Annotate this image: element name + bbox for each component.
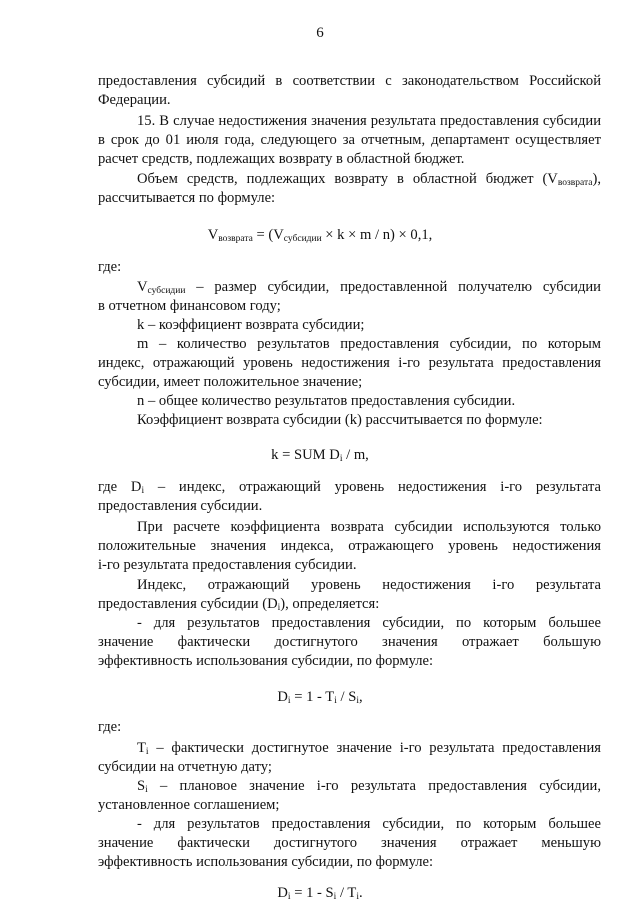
paragraph-line: Индекс, отражающий уровень недостижения i-го результата xyxy=(137,577,601,593)
paragraph-line: Объем средств, подлежащих возврату в областной бюджет $(V_{возврата})$, xyxy=(137,171,601,188)
paragraph-line: Коэффициент возврата субсидии (k) рассчитывается по формуле: xyxy=(137,412,543,428)
paragraph-line: значение фактически достигнутого значения отражает большую xyxy=(98,634,601,650)
definition-line: $T_i$ – фактически достигнутое значение i-го результата предоставления xyxy=(137,740,601,757)
paragraph-line: расчет средств, подлежащих возврату в областной бюджет. xyxy=(98,151,465,167)
definition-line: индекс, отражающий уровень недостижения i-го результата предоставления xyxy=(98,355,601,371)
paragraph-line: 15. В случае недостижения значения результата предоставления субсидии xyxy=(137,113,601,129)
paragraph-line: - для результатов предоставления субсидии, по которым большее xyxy=(137,816,601,832)
paragraph-line: Федерации. xyxy=(98,92,171,108)
paragraph-line: предоставления субсидии. xyxy=(98,498,263,514)
definition-line: субсидии, имеет положительное значение; xyxy=(98,374,363,390)
definition-line: в отчетном финансовом году; xyxy=(98,298,281,314)
where-label: где: xyxy=(98,719,122,735)
definition-line: $S_i$ – плановое значение i-го результата предоставления субсидии, xyxy=(137,778,601,795)
definition-line: $V_{субсидии}$ – размер субсидии, предоставленной получателю субсидии xyxy=(137,279,601,296)
paragraph-line: положительные значения индекса, отражающего уровень недостижения xyxy=(98,538,601,554)
definition-line: k – коэффициент возврата субсидии; xyxy=(137,317,365,333)
definition-line: установленное соглашением; xyxy=(98,797,280,813)
paragraph-line: рассчитывается по формуле: xyxy=(98,190,276,206)
paragraph-line: где $D_i$ – индекс, отражающий уровень недостижения i-го результата xyxy=(98,479,601,496)
page-number: 6 xyxy=(316,25,324,41)
formula-index-larger: $D_i = 1 - T_i / S_i$, xyxy=(277,689,363,706)
where-label: где: xyxy=(98,259,122,275)
definition-line: n – общее количество результатов предоставления субсидии. xyxy=(137,393,516,409)
paragraph-line: значение фактически достигнутого значения отражает меньшую xyxy=(98,835,601,851)
definition-line: субсидии на отчетную дату; xyxy=(98,759,272,775)
paragraph-line: предоставления субсидии $(D_i)$, определяется: xyxy=(98,596,380,613)
paragraph-line: При расчете коэффициента возврата субсидии используются только xyxy=(137,519,601,535)
formula-index-smaller: $D_i = 1 - S_i / T_i$. xyxy=(277,885,363,902)
paragraph-line: эффективность использования субсидии, по формуле: xyxy=(98,653,434,669)
formula-return-amount: $V_{возврата} = (V_{субсидии} \times k \times m / n) \times 0,1$, xyxy=(207,227,433,244)
paragraph-line: в срок до 01 июля года, следующего за отчетным, департамент осуществляет xyxy=(98,132,601,148)
paragraph-line: эффективность использования субсидии, по формуле: xyxy=(98,854,434,870)
paragraph-line: предоставления субсидий в соответствии с законодательством Российской xyxy=(98,73,601,89)
paragraph-line: - для результатов предоставления субсидии, по которым большее xyxy=(137,615,601,631)
formula-coefficient: k = SUM $D_i$ / m, xyxy=(271,447,369,464)
definition-line: m – количество результатов предоставления субсидии, по которым xyxy=(137,336,601,352)
paragraph-line: i-го результата предоставления субсидии. xyxy=(98,557,357,573)
